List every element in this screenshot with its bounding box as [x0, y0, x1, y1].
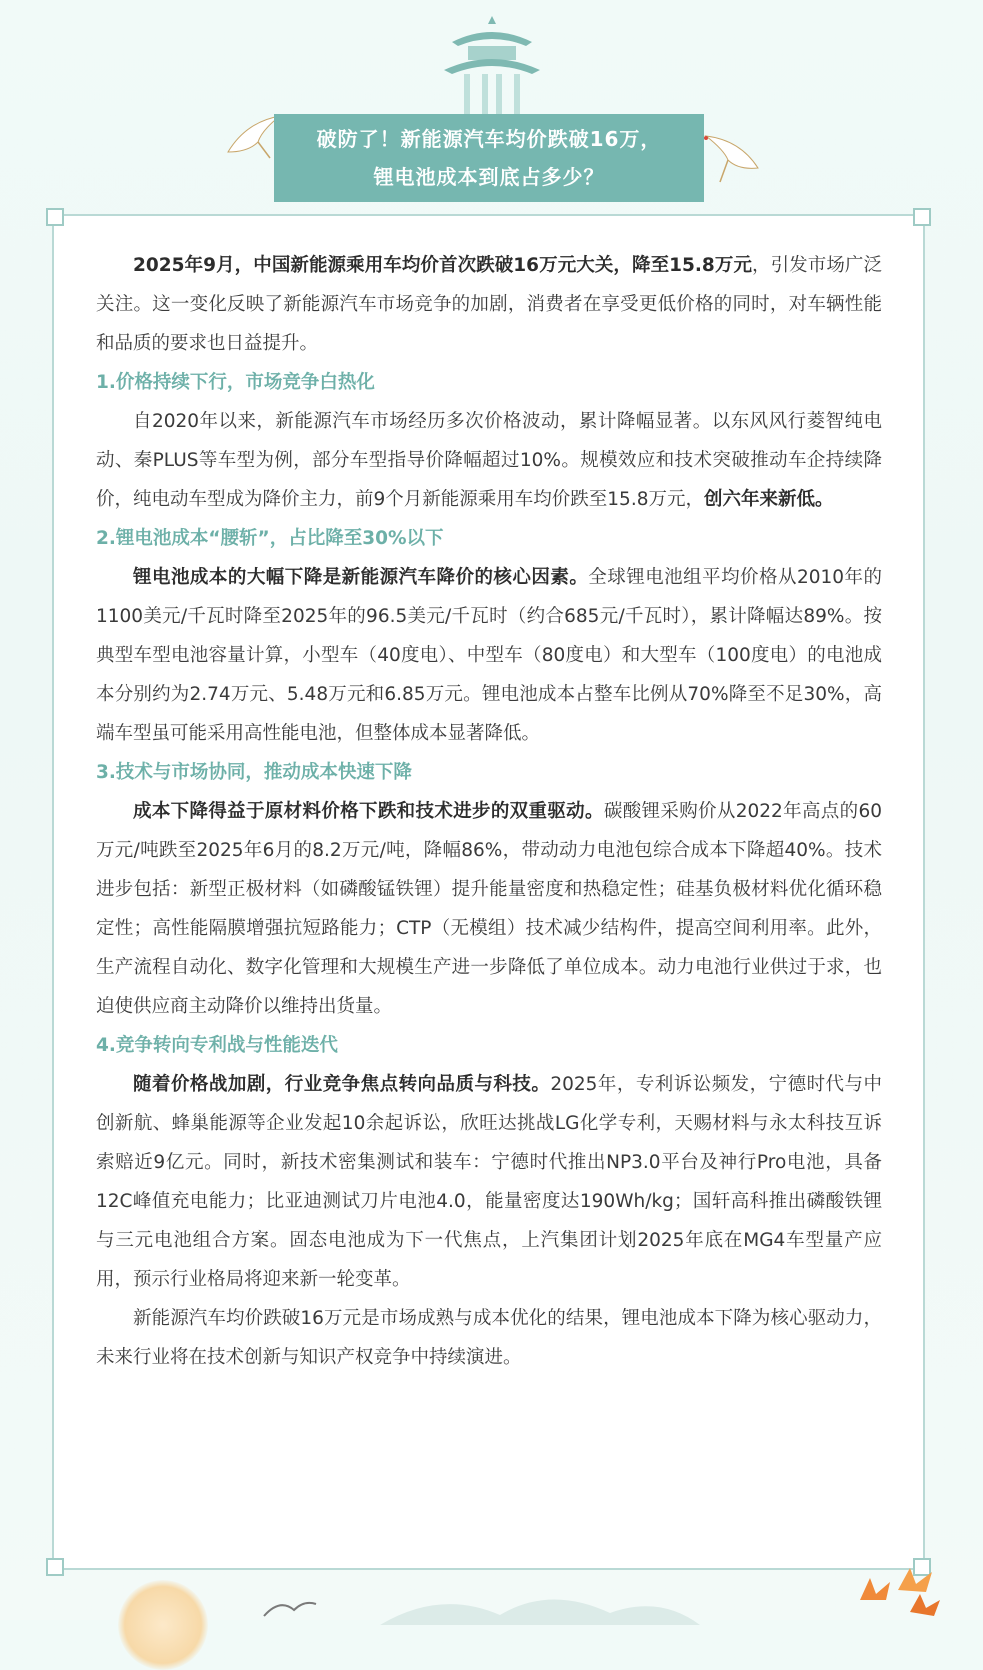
section-paragraph-3 [96, 792, 882, 1026]
intro-paragraph [96, 246, 882, 363]
section-paragraph-1 [96, 402, 882, 519]
intro-text: ，引发市场广泛关注。这一变化反映了新能源汽车市场竞争的加剧，消费者在享受更低价格的同时，对车辆性能和品质的要求也日益提升。 [96, 255, 882, 354]
section-heading-4: 4.竞争转向专利战与性能迭代 [96, 1035, 338, 1056]
section-paragraph-2 [96, 558, 882, 753]
intro-highlight: 2025年9月，中国新能源乘用车均价首次跌破16万元大关，降至15.8万元 [133, 255, 753, 276]
crane-right-decoration [700, 132, 764, 188]
article-card [52, 214, 925, 1570]
section-tail-highlight: 创六年来新低。 [703, 489, 834, 510]
sun-decoration [118, 1580, 208, 1670]
title-banner [274, 114, 704, 202]
section-text: 2025年，专利诉讼频发，宁德时代与中创新航、蜂巢能源等企业发起10余起诉讼，欣旺达挑战LG化学专利，天赐材料与永太科技互诉索赔近9亿元。同时，新技术密集测试和装车：宁德时代推出NP3.0平台及神行Pro电池，具备12C峰值充电能力；比亚迪测试刀片电池4.0，能量密度达190Wh/kg；国轩高科推出磷酸铁锂与三元电池组合方案。固态电池成为下一代焦点，上汽集团计划2025年底在MG4车型量产应用，预示行业格局将迎来新一轮变革。 [96, 1074, 882, 1290]
corner-ornament [46, 1558, 64, 1576]
section-heading-3: 3.技术与市场协同，推动成本快速下降 [96, 762, 412, 783]
section-text: 自2020年以来，新能源汽车市场经历多次价格波动，累计降幅显著。以东风风行菱智纯电动、秦PLUS等车型为例，部分车型指导价降幅超过10%。规模效应和技术突破推动车企持续降价，纯电动车型成为降价主力，前9个月新能源乘用车均价跌至15.8万元， [96, 411, 882, 510]
section-text: 碳酸锂采购价从2022年高点的60万元/吨跌至2025年6月的8.2万元/吨，降幅86%，带动动力电池包综合成本下降超40%。技术进步包括：新型正极材料（如磷酸锰铁锂）提升能量密度和热稳定性；硅基负极材料优化循环稳定性；高性能隔膜增强抗短路能力；CTP（无模组）技术减少结构件，提高空间利用率。此外，生产流程自动化、数字化管理和大规模生产进一步降低了单位成本。动力电池行业供过于求，也迫使供应商主动降价以维持出货量。 [96, 801, 882, 1017]
article-body [96, 246, 882, 1377]
title-line-1: 破防了！新能源汽车均价跌破16万， [316, 127, 662, 151]
section-heading-2: 2.锂电池成本“腰斩”，占比降至30%以下 [96, 528, 444, 549]
maple-leaves-decoration [840, 1560, 950, 1620]
pagoda-decoration [442, 14, 542, 118]
corner-ornament [913, 208, 931, 226]
section-paragraph-4 [96, 1065, 882, 1299]
mountain-decoration [380, 1585, 700, 1625]
section-heading-1: 1.价格持续下行，市场竞争白热化 [96, 372, 375, 393]
section-lead: 成本下降得益于原材料价格下跌和技术进步的双重驱动。 [133, 801, 604, 822]
section-text: 全球锂电池组平均价格从2010年的1100美元/千瓦时降至2025年的96.5美元/千瓦时（约合685元/千瓦时），累计降幅达89%。按典型车型电池容量计算，小型车（40度电）、中型车（80度电）和大型车（100度电）的电池成本分别约为2.74万元、5.48万元和6.85万元。锂电池成本占整车比例从70%降至不足30%，高端车型虽可能采用高性能电池，但整体成本显著降低。 [96, 567, 882, 744]
conclusion-paragraph: 新能源汽车均价跌破16万元是市场成熟与成本优化的结果，锂电池成本下降为核心驱动力，未来行业将在技术创新与知识产权竞争中持续演进。 [96, 1308, 882, 1368]
section-lead: 锂电池成本的大幅下降是新能源汽车降价的核心因素。 [133, 567, 589, 588]
bird-decoration [260, 1596, 320, 1620]
title-line-2: 锂电池成本到底占多少？ [373, 165, 605, 189]
section-lead: 随着价格战加剧，行业竞争焦点转向品质与科技。 [133, 1074, 551, 1095]
corner-ornament [46, 208, 64, 226]
